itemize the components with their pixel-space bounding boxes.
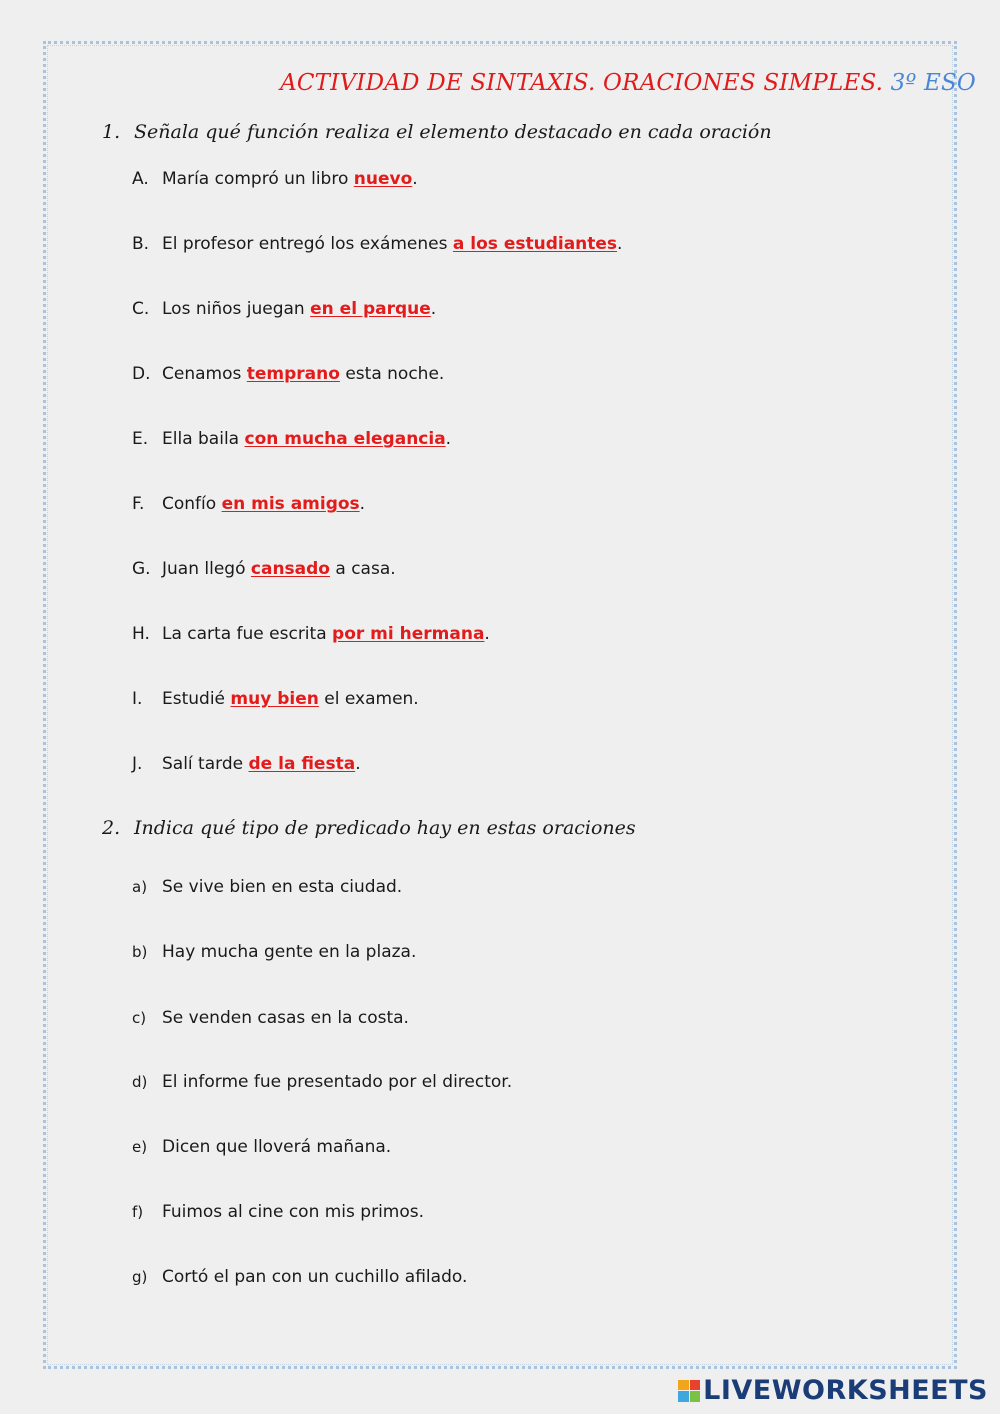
item-text: .: [430, 299, 437, 319]
item-marker: b): [132, 943, 148, 961]
exercise-item: [132, 1008, 409, 1028]
item-marker: A.: [132, 169, 149, 189]
highlighted-element: en el parque: [310, 299, 431, 319]
highlighted-element: a los estudiantes: [452, 234, 618, 254]
item-marker: E.: [132, 429, 149, 449]
item-marker: J.: [132, 754, 143, 774]
item-text: .: [359, 494, 366, 514]
item-text: María compró un libro: [162, 169, 354, 189]
item-text: Cenamos: [162, 364, 247, 384]
item-text: .: [617, 234, 623, 254]
section-heading-text: Señala qué función realiza el elemento destacado en cada oración: [134, 121, 772, 143]
item-marker: H.: [132, 624, 150, 644]
item-text: Fuimos al cine con mis primos.: [162, 1202, 425, 1222]
exercise-item: [132, 689, 419, 709]
exercise-item: [132, 494, 365, 514]
exercise-item: [132, 1202, 424, 1222]
highlighted-element: nuevo: [353, 169, 413, 189]
title-main: ACTIVIDAD DE SINTAXIS. ORACIONES SIMPLES.: [280, 70, 884, 96]
item-text: .: [355, 754, 361, 774]
highlighted-element: muy bien: [230, 689, 319, 709]
exercise-item: [132, 169, 418, 189]
highlighted-element: cansado: [250, 559, 330, 579]
exercise-item: [132, 559, 396, 579]
brand-name: LIVEWORKSHEETS: [703, 1375, 988, 1406]
item-text: Se venden casas en la costa.: [162, 1008, 409, 1028]
item-text: Hay mucha gente en la plaza.: [162, 942, 417, 962]
item-text: el examen.: [318, 689, 419, 709]
item-text: Confío: [162, 494, 222, 514]
exercise-item: [132, 754, 361, 774]
highlighted-element: de la fiesta: [248, 754, 356, 774]
item-text: Juan llegó: [162, 559, 251, 579]
item-marker: I.: [132, 689, 143, 709]
item-text: El profesor entregó los exámenes: [162, 234, 453, 254]
section-number: 1.: [102, 121, 121, 143]
exercise-item: [132, 877, 402, 897]
liveworksheets-logo[interactable]: [678, 1375, 988, 1406]
exercise-item: [132, 429, 451, 449]
item-text: El informe fue presentado por el director.: [162, 1072, 513, 1092]
exercise-item: [132, 942, 416, 962]
item-text: Salí tarde: [162, 754, 249, 774]
exercise-item: [132, 1267, 467, 1287]
worksheet-title: [280, 70, 976, 96]
highlighted-element: temprano: [246, 364, 340, 384]
item-text: La carta fue escrita: [162, 624, 333, 644]
item-marker: D.: [132, 364, 151, 384]
item-text: a casa.: [329, 559, 396, 579]
item-marker: g): [132, 1268, 148, 1286]
section-number: 2.: [102, 817, 121, 839]
item-text: .: [484, 624, 490, 644]
title-grade: 3º ESO: [890, 70, 976, 96]
item-marker: c): [132, 1009, 147, 1027]
item-text: Los niños juegan: [162, 299, 311, 319]
item-marker: B.: [132, 234, 150, 254]
item-text: Cortó el pan con un cuchillo afilado.: [162, 1267, 468, 1287]
item-text: esta noche.: [339, 364, 445, 384]
item-marker: a): [132, 878, 148, 896]
item-marker: f): [132, 1203, 144, 1221]
item-text: .: [412, 169, 418, 189]
exercise-item: [132, 299, 436, 319]
exercise-item: [132, 1137, 391, 1157]
brand-squares-icon: [678, 1380, 700, 1402]
highlighted-element: por mi hermana: [332, 624, 485, 644]
section-2-heading: [102, 817, 636, 839]
item-marker: C.: [132, 299, 150, 319]
exercise-item: [132, 1072, 512, 1092]
item-marker: d): [132, 1073, 148, 1091]
item-text: Se vive bien en esta ciudad.: [162, 877, 403, 897]
item-marker: e): [132, 1138, 148, 1156]
highlighted-element: con mucha elegancia: [244, 429, 446, 449]
section-1-heading: [102, 121, 772, 143]
exercise-item: [132, 624, 490, 644]
item-text: Ella baila: [162, 429, 245, 449]
item-marker: G.: [132, 559, 151, 579]
exercise-item: [132, 364, 444, 384]
exercise-item: [132, 234, 622, 254]
item-text: Dicen que lloverá mañana.: [162, 1137, 392, 1157]
item-text: Estudié: [162, 689, 231, 709]
highlighted-element: en mis amigos: [221, 494, 360, 514]
section-heading-text: Indica qué tipo de predicado hay en estas oraciones: [134, 817, 636, 839]
item-text: .: [445, 429, 452, 449]
item-marker: F.: [132, 494, 145, 514]
